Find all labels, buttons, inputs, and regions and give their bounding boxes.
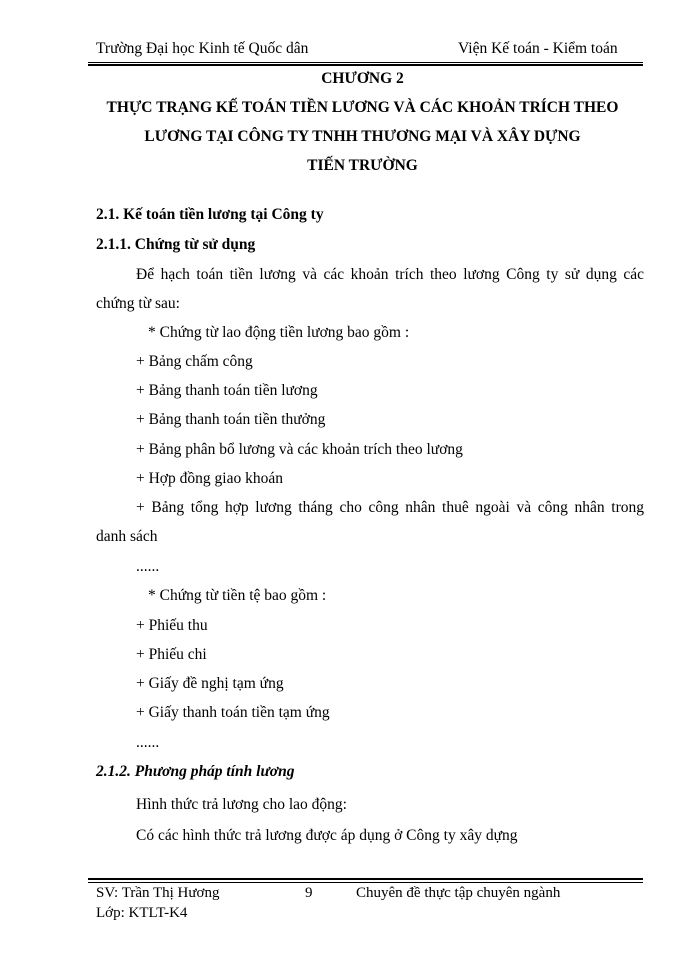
section-heading-2-1-1: 2.1.1. Chứng từ sử dụng xyxy=(96,236,256,253)
money-item-2: + Phiếu chi xyxy=(136,646,207,663)
chapter-title-line-2: LƯƠNG TẠI CÔNG TY TNHH THƯƠNG MẠI VÀ XÂY DỰNG xyxy=(144,128,581,145)
labor-documents-heading: * Chứng từ lao động tiền lương bao gồm : xyxy=(148,324,410,341)
ellipsis-2: ...... xyxy=(136,734,160,751)
footer-page-number: 9 xyxy=(305,885,313,901)
money-item-4: + Giấy thanh toán tiền tạm ứng xyxy=(136,704,330,721)
header-university: Trường Đại học Kinh tế Quốc dân xyxy=(96,40,309,57)
chapter-title-line-3: TIẾN TRƯỜNG xyxy=(307,157,418,174)
header-rule-thin xyxy=(88,62,643,63)
footer-student: SV: Trần Thị Hương xyxy=(96,885,220,901)
chapter-number: CHƯƠNG 2 xyxy=(321,70,404,87)
summary-item-line-2: danh sách xyxy=(96,528,158,545)
money-documents-heading: * Chứng từ tiền tệ bao gồm : xyxy=(148,587,327,604)
labor-item-4: + Bảng phân bổ lương và các khoản trích theo lương xyxy=(136,441,463,458)
money-item-1: + Phiếu thu xyxy=(136,617,208,634)
footer-topic: Chuyên đề thực tập chuyên ngành xyxy=(356,885,561,901)
summary-item-line-1: + Bảng tổng hợp lương tháng cho công nhân thuê ngoài và công nhân trong xyxy=(136,499,644,516)
header-institute: Viện Kế toán - Kiểm toán xyxy=(458,40,618,57)
section-heading-2-1-2: 2.1.2. Phương pháp tính lương xyxy=(96,763,295,780)
section-heading-2-1: 2.1. Kế toán tiền lương tại Công ty xyxy=(96,206,324,223)
chapter-title-line-1: THỰC TRẠNG KẾ TOÁN TIỀN LƯƠNG VÀ CÁC KHOẢN TRÍCH THEO xyxy=(106,99,619,116)
money-item-3: + Giấy đề nghị tạm ứng xyxy=(136,675,284,692)
footer-rule-thick xyxy=(88,878,643,880)
method-paragraph-line-2: Có các hình thức trả lương được áp dụng ở Công ty xây dựng xyxy=(136,827,518,844)
method-paragraph-line-1: Hình thức trả lương cho lao động: xyxy=(136,796,347,813)
ellipsis-1: ...... xyxy=(136,558,160,575)
labor-item-1: + Bảng chấm công xyxy=(136,353,253,370)
labor-item-3: + Bảng thanh toán tiền thưởng xyxy=(136,411,326,428)
intro-paragraph-line-1: Để hạch toán tiền lương và các khoản trích theo lương Công ty sử dụng các xyxy=(136,266,644,283)
footer-rule-thin xyxy=(88,882,643,883)
labor-item-5: + Hợp đồng giao khoán xyxy=(136,470,283,487)
footer-class: Lớp: KTLT-K4 xyxy=(96,905,188,921)
header-rule-thick xyxy=(88,64,643,66)
intro-paragraph-line-2: chứng từ sau: xyxy=(96,295,180,312)
labor-item-2: + Bảng thanh toán tiền lương xyxy=(136,382,318,399)
